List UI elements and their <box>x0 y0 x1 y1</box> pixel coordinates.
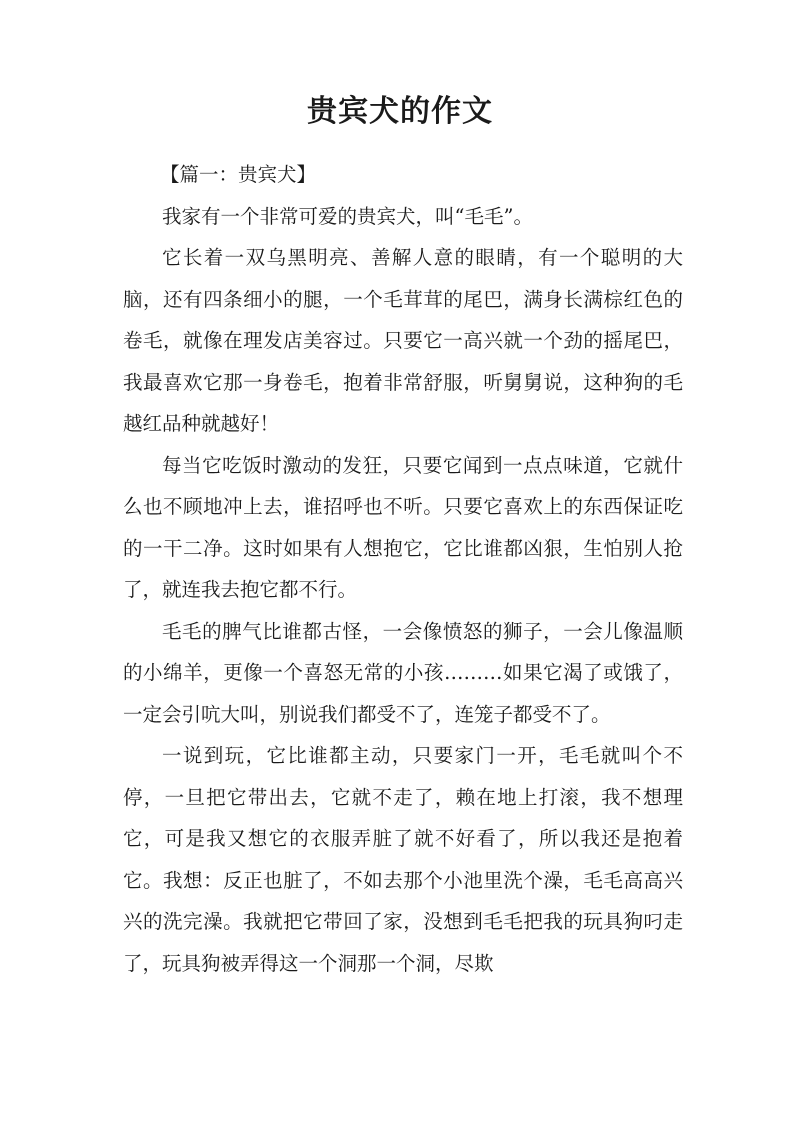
section-heading: 【篇一：贵宾犬】 <box>160 163 317 186</box>
document-title: 贵宾犬的作文 <box>307 94 493 129</box>
paragraph: 它长着一双乌黑明亮、善解人意的眼睛，有一个聪明的大脑，还有四条细小的腿，一个毛茸茸的尾巴，满身长满棕红色的卷毛，就像在理发店美容过。只要它一高兴就一个劲的摇尾巴，我最喜欢它那一身卷毛，抱着非常舒服，听舅舅说，这种狗的毛越红品种就越好！ <box>123 246 683 435</box>
paragraph: 我家有一个非常可爱的贵宾犬，叫“毛毛”。 <box>162 204 533 228</box>
paragraph: 毛毛的脾气比谁都古怪，一会像愤怒的狮子，一会儿像温顺的小绵羊，更像一个喜怒无常的小孩………如果它渴了或饿了，一定会引吭大叫，别说我们都受不了，连笼子都受不了。 <box>123 619 683 726</box>
document-body <box>123 154 683 984</box>
paragraph: 每当它吃饭时激动的发狂，只要它闻到一点点味道，它就什么也不顾地冲上去，谁招呼也不听。只要它喜欢上的东西保证吃的一干二净。这时如果有人想抱它，它比谁都凶狠，生怕别人抢了，就连我去抱它都不行。 <box>123 453 683 601</box>
paragraph: 一说到玩，它比谁都主动，只要家门一开，毛毛就叫个不停，一旦把它带出去，它就不走了，赖在地上打滚，我不想理它，可是我又想它的衣服弄脏了就不好看了，所以我还是抱着它。我想：反正也脏了，不如去那个小池里洗个澡，毛毛高高兴兴的洗完澡。我就把它带回了家，没想到毛毛把我的玩具狗叼走了，玩具狗被弄得这一个洞那一个洞，尽欺 <box>123 744 683 975</box>
